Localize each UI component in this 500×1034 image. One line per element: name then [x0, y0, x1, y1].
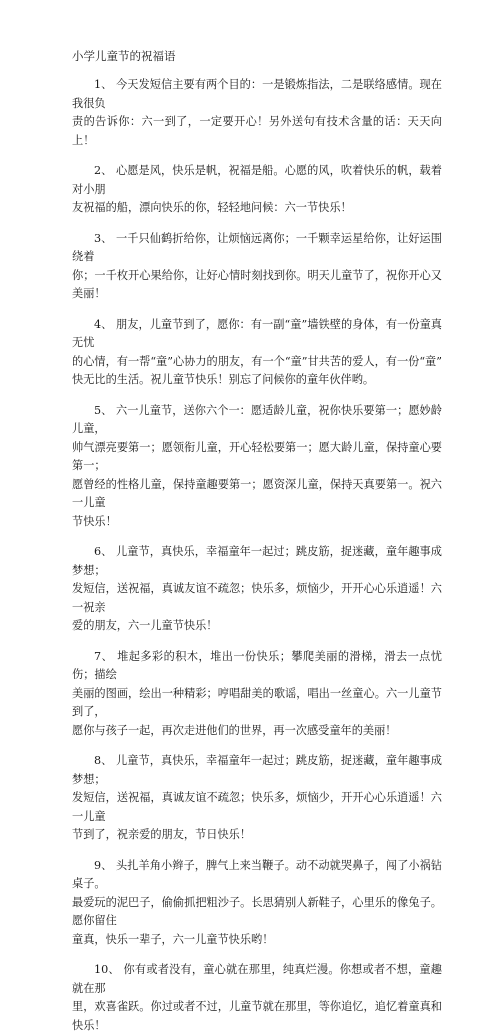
- paragraph-line: 愿你与孩子一起，再次走进他们的世界，再一次感受童年的美丽！: [72, 723, 397, 737]
- paragraph-line: 发短信，送祝福，真诚友谊不疏忽；快乐多，烦恼少，开开心心乐逍遥！六一儿童: [72, 791, 442, 823]
- paragraph-line: 6、 儿童节，真快乐，幸福童年一起过；跳皮筋，捉迷藏，童年趣事成梦想；: [72, 545, 442, 577]
- paragraph: [72, 543, 442, 636]
- paragraph-line: 责的告诉你：六一到了，一定要开心！另外送句有技术含量的话：天天向上！: [72, 115, 442, 147]
- paragraph: [72, 76, 442, 150]
- page-title: 小学儿童节的祝福语: [72, 49, 176, 63]
- paragraph: [72, 162, 442, 218]
- paragraph-line: 7、 堆起多彩的积木，堆出一份快乐；攀爬美丽的滑梯，滑去一点忧伤；描绘: [72, 649, 442, 681]
- paragraph: [72, 752, 442, 845]
- paragraph: [72, 402, 442, 532]
- paragraph-line: 愿曾经的性格儿童，保持童趣要第一；愿资深儿童，保持天真要第一。祝六一儿童: [72, 477, 442, 509]
- paragraph-line: 节快乐！: [72, 514, 117, 528]
- paragraph-line: 你；一千枚开心果给你，让好心情时刻找到你。明天儿童节了，祝你开心又美丽！: [72, 268, 442, 300]
- paragraph-line: 美丽的图画，绘出一种精彩；哼唱甜美的歌谣，唱出一丝童心。六一儿童节到了，: [72, 686, 442, 718]
- paragraph-line: 2、 心愿是风，快乐是帆，祝福是船。心愿的风，吹着快乐的帆，载着对小朋: [72, 164, 442, 196]
- paragraph-line: 的心情，有一帮“童”心协力的朋友，有一个“童”甘共苦的爱人，有一份“童”: [72, 354, 442, 368]
- paragraph: [72, 316, 442, 390]
- paragraph-line: 帅气漂亮要第一；愿领衔儿童，开心轻松要第一；愿大龄儿童，保持童心要第一；: [72, 440, 442, 472]
- paragraph-line: 5、 六一儿童节，送你六个一：愿适龄儿童，祝你快乐要第一；愿妙龄儿童，: [72, 403, 442, 435]
- paragraph-line: 节到了，祝亲爱的朋友，节日快乐！: [72, 828, 252, 841]
- paragraph-line: 里，欢喜雀跃。你过或者不过，儿童节就在那里，等你追忆，追忆着童真和快乐！: [72, 1000, 442, 1032]
- paragraph-line: 4、 朋友，儿童节到了，愿你：有一副“童”墙铁壁的身体，有一份童真无忧: [72, 317, 442, 349]
- paragraph-line: 10、 你有或者没有，童心就在那里，纯真烂漫。你想或者不想，童趣就在那: [72, 963, 442, 995]
- paragraph-line: 爱的朋友，六一儿童节快乐！: [72, 619, 218, 632]
- paragraph: [72, 961, 442, 1034]
- paragraph-line: 友祝福的船，漂向快乐的你，轻轻地问候：六一节快乐！: [72, 201, 352, 214]
- paragraph-line: 发短信，送祝福，真诚友谊不疏忽；快乐多，烦恼少，开开心心乐逍遥！六一祝亲: [72, 582, 442, 614]
- paragraph-line: 9、 头扎羊角小辫子，脾气上来当鞭子。动不动就哭鼻子，闯了小祸钻桌子。: [72, 858, 442, 890]
- paragraph: [72, 648, 442, 741]
- paragraph-line: 8、 儿童节，真快乐，幸福童年一起过；跳皮筋，捉迷藏，童年趣事成梦想；: [72, 754, 442, 786]
- paragraph-line: 3、 一千只仙鹤折给你，让烦恼远离你；一千颗幸运星给你，让好运围绕着: [72, 231, 442, 263]
- paragraph: [72, 857, 442, 950]
- paragraph-line: 1、 今天发短信主要有两个目的：一是锻炼指法，二是联络感情。现在我很负: [72, 78, 442, 110]
- paragraph-line: 童真，快乐一辈子，六一儿童节快乐哟！: [72, 932, 274, 946]
- paragraph: [72, 230, 442, 304]
- paragraph-list: [72, 76, 442, 1034]
- paragraph-line: 快无比的生活。祝儿童节快乐！别忘了问候你的童年伙伴哟。: [72, 373, 375, 386]
- paragraph-line: 最爱玩的泥巴子，偷偷抓把粗沙子。长思猜别人新鞋子，心里乐的像兔子。愿你留住: [72, 895, 442, 927]
